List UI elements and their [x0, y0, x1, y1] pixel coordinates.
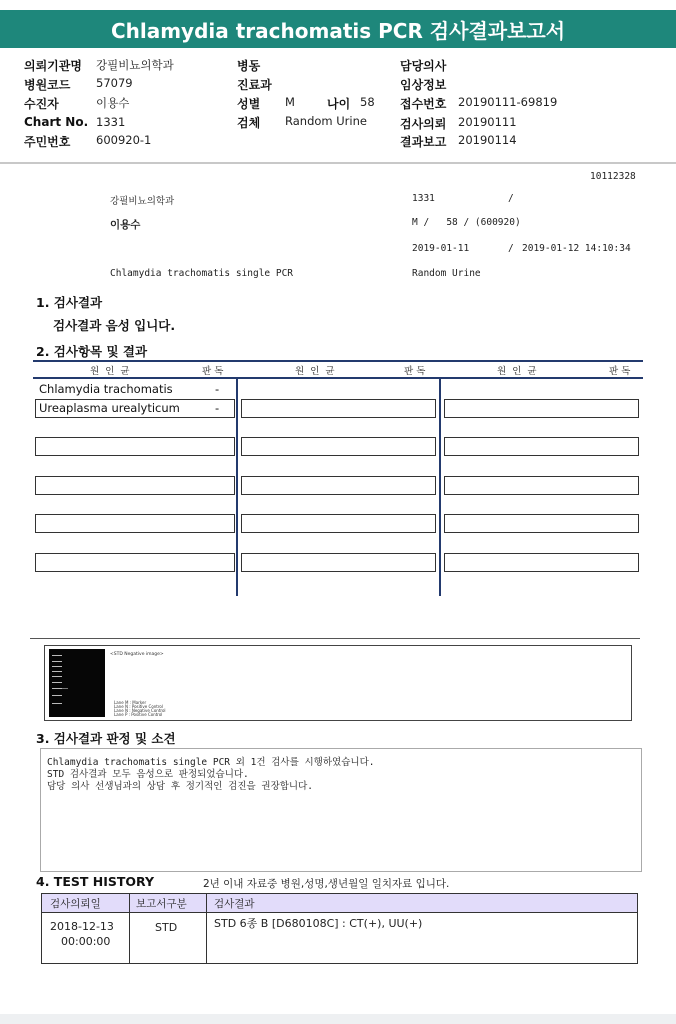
info-value: Random Urine — [285, 114, 367, 128]
info-value: 57079 — [96, 76, 133, 90]
organism-name: Chlamydia trachomatis — [39, 382, 173, 396]
section2-title: 2. 검사항목 및 결과 — [36, 344, 148, 359]
history-table-header — [42, 894, 637, 913]
summary-date-from: 2019-01-11 — [412, 243, 470, 254]
history-col-divider — [129, 894, 130, 963]
gel-legend: Lane M : Marker — [114, 700, 147, 705]
report-title: Chlamydia trachomatis PCR 검사결과보고서 — [0, 10, 676, 48]
organism-result: - — [215, 401, 220, 415]
column-divider — [439, 378, 441, 596]
info-label: 나이 — [327, 97, 351, 111]
empty-cell — [35, 476, 235, 495]
summary-patient: 이용수 — [110, 219, 141, 231]
table-head-rule — [33, 377, 643, 379]
gel-legend: Lane N : Positive Control — [114, 704, 163, 709]
result-cell — [241, 399, 436, 418]
section1-title: 1. 검사결과 — [36, 295, 103, 310]
info-label: 성별 — [237, 97, 261, 111]
col-head-result: 판 독 — [404, 366, 426, 377]
empty-cell — [241, 476, 436, 495]
col-head-result: 판 독 — [609, 366, 631, 377]
remark-line: Chlamydia trachomatis single PCR 외 1건 검사를 시행하였습니다. — [47, 757, 375, 768]
info-value: 이용수 — [96, 96, 130, 110]
result-cell — [444, 399, 639, 418]
empty-cell — [444, 437, 639, 456]
info-label: 진료과 — [237, 78, 272, 92]
organism-result: - — [215, 382, 220, 396]
empty-cell — [444, 476, 639, 495]
col-head-organism: 원 인 균 — [295, 366, 335, 377]
info-label: 검체 — [237, 116, 261, 130]
info-label: 담당의사 — [400, 59, 447, 73]
info-value: 20190111-69819 — [458, 95, 558, 109]
info-label: 병원코드 — [24, 78, 71, 92]
info-value: 600920-1 — [96, 133, 152, 147]
gel-electrophoresis-image — [49, 649, 105, 717]
gel-legend: Lane N : Negative Control — [114, 708, 166, 713]
history-col-date: 검사의뢰일 — [50, 898, 101, 910]
info-label: Chart No. — [24, 115, 89, 129]
info-value: 58 — [360, 95, 375, 109]
summary-date-to: 2019-01-12 14:10:34 — [522, 243, 631, 254]
empty-cell — [444, 514, 639, 533]
col-head-organism: 원 인 균 — [497, 366, 537, 377]
empty-cell — [35, 437, 235, 456]
info-value: 20190111 — [458, 115, 517, 129]
summary-separator: / — [508, 193, 514, 204]
info-label: 임상정보 — [400, 78, 447, 92]
remark-line: 담당 의사 선생님과의 상담 후 정기적인 검진을 권장합니다. — [47, 781, 314, 792]
table-top-rule — [33, 360, 643, 362]
info-label: 검사의뢰 — [400, 117, 447, 131]
empty-cell — [241, 437, 436, 456]
history-row-time: 00:00:00 — [61, 935, 111, 948]
history-row-type: STD — [155, 921, 178, 934]
gel-divider — [30, 638, 640, 639]
info-value: 강필비뇨의학과 — [96, 58, 174, 72]
summary-date-separator: / — [508, 243, 514, 254]
summary-test: Chlamydia trachomatis single PCR — [110, 268, 294, 279]
empty-cell — [35, 514, 235, 533]
section4-title: 4. TEST HISTORY — [36, 874, 155, 889]
column-divider — [236, 378, 238, 596]
report-number: 10112328 — [590, 171, 636, 182]
history-table — [41, 893, 638, 964]
info-label: 의뢰기관명 — [24, 59, 82, 73]
info-label: 수진자 — [24, 97, 59, 111]
col-head-organism: 원 인 균 — [90, 366, 130, 377]
empty-cell — [35, 553, 235, 572]
info-label: 주민번호 — [24, 135, 71, 149]
footer-strip — [0, 1014, 676, 1024]
col-head-result: 판 독 — [202, 366, 224, 377]
summary-specimen: Random Urine — [412, 268, 481, 279]
organism-name: Ureaplasma urealyticum — [39, 401, 180, 415]
history-col-result: 검사결과 — [214, 898, 255, 910]
info-value: M — [285, 95, 295, 109]
empty-cell — [241, 514, 436, 533]
history-row-date: 2018-12-13 — [50, 920, 114, 933]
empty-cell — [444, 553, 639, 572]
info-value: 1331 — [96, 115, 126, 129]
info-label: 병동 — [237, 59, 261, 73]
info-label: 접수번호 — [400, 97, 447, 111]
summary-sex-age: M / 58 / (600920) — [412, 217, 521, 228]
gel-caption: <STD Negative image> — [110, 652, 164, 657]
section3-title: 3. 검사결과 판정 및 소견 — [36, 731, 176, 746]
remark-line: STD 검사결과 모두 음성으로 판정되었습니다. — [47, 769, 249, 780]
empty-cell — [241, 553, 436, 572]
gel-legend: Lane P : Positive Control — [114, 712, 163, 717]
info-label: 결과보고 — [400, 135, 447, 149]
history-row-result: STD 6종 B [D680108C] : CT(+), UU(+) — [214, 917, 423, 930]
summary-hospital: 강필비뇨의학과 — [110, 196, 175, 207]
section1-result-text: 검사결과 음성 입니다. — [53, 318, 176, 333]
summary-chart: 1331 — [412, 193, 435, 204]
history-col-divider — [206, 894, 207, 963]
header-divider — [0, 162, 676, 164]
history-col-type: 보고서구분 — [136, 898, 187, 910]
info-value: 20190114 — [458, 133, 517, 147]
history-note: 2년 이내 자료중 병원,성명,생년월일 일치자료 입니다. — [203, 878, 450, 890]
